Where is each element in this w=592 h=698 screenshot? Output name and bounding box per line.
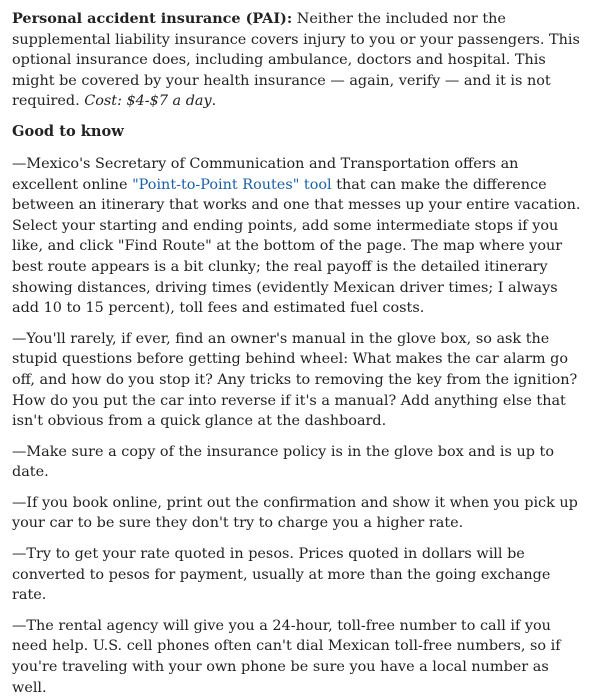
pai-end: . xyxy=(211,93,217,110)
tip-insurance-copy: —Make sure a copy of the insurance policy is in the glove box and is up to date. xyxy=(12,443,554,481)
pai-paragraph xyxy=(12,9,582,112)
point-to-point-routes-link[interactable]: "Point-to-Point Routes" tool xyxy=(132,176,332,193)
pai-text: Neither the included nor the supplemental liability insurance covers injury to you or your passengers. This optional insurance does, including ambulance, doctors and hospital. This might be covered by your health insurance — again, verify — and it is not required. xyxy=(12,11,580,110)
tip-routes-before: —Mexico's Secretary of Communication and Transportation offers an excellent online xyxy=(12,155,519,193)
tip-routes-after: that can make the difference between an itinerary that works and one that messes up your entire vacation. Select your starting and ending points, add some intermediate stops if you like, and click "Find Route" at the bottom of the page. The map where your best route appears is a bit clunky; the real payoff is the detailed itinerary showing distances, driving times (evidently Mexican driver times; I always add 10 to 15 percent), toll fees and estimated fuel costs. xyxy=(12,176,581,317)
tip-toll-free: —The rental agency will give you a 24-hour, toll-free number to call if you need help. U.S. cell phones often can't dial Mexican toll-free numbers, so if you're traveling with your own phone be sure you have a local number as well. xyxy=(12,617,561,696)
tip-routes xyxy=(12,154,582,319)
tip-pesos: —Try to get your rate quoted in pesos. Prices quoted in dollars will be converted to pesos for payment, usually at more than the going exchange rate. xyxy=(12,546,551,604)
tip-owners-manual: —You'll rarely, if ever, find an owner's manual in the glove box, so ask the stupid questions before getting behind wheel: What makes the car alarm go off, and how do you stop it? Any tricks to removing the key from the ignition? How do you put the car into reverse if it's a manual? Add anything else that isn't obvious from a quick glance at the dashboard. xyxy=(12,330,578,430)
pai-label: Personal accident insurance (PAI): xyxy=(12,10,293,27)
pai-cost: Cost: $4-$7 a day xyxy=(84,93,212,110)
tip-book-online: —If you book online, print out the confirmation and show it when you pick up your car to be sure they don't try to charge you a higher rate. xyxy=(12,494,578,532)
good-to-know-heading: Good to know xyxy=(12,122,124,140)
